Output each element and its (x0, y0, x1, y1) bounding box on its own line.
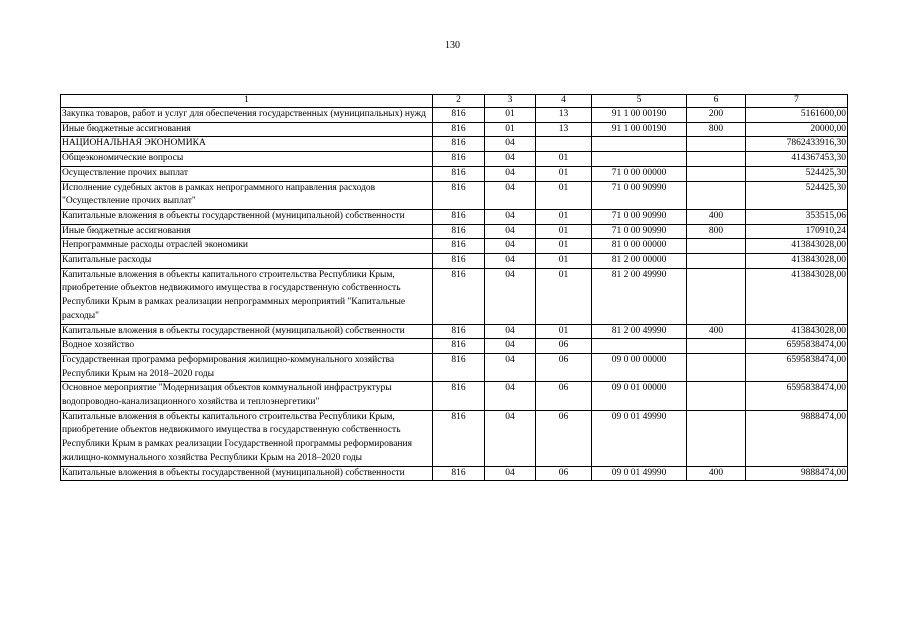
subsection-code-cell: 06 (536, 466, 592, 481)
subsection-code-cell: 01 (536, 152, 592, 167)
target-article-cell: 09 0 00 00000 (592, 353, 687, 381)
target-article-cell: 09 0 01 49990 (592, 466, 687, 481)
target-article-cell: 81 2 00 49990 (592, 324, 687, 339)
target-article-cell: 71 0 00 90990 (592, 181, 687, 209)
subsection-code-cell: 06 (536, 353, 592, 381)
column-header-5: 5 (592, 95, 687, 108)
target-article-cell: 81 2 00 49990 (592, 268, 687, 324)
section-code-cell: 04 (485, 382, 536, 410)
row-name-cell: Капитальные вложения в объекты государственной (муниципальной) собственности (61, 324, 433, 339)
ministry-code-cell: 816 (433, 122, 485, 137)
table-header (61, 95, 848, 108)
table-row (61, 466, 848, 481)
expense-type-cell (687, 137, 746, 152)
target-article-cell: 81 2 00 00000 (592, 254, 687, 269)
row-name-cell: Иные бюджетные ассигнования (61, 122, 433, 137)
amount-cell: 353515,06 (746, 209, 848, 224)
section-code-cell: 04 (485, 410, 536, 466)
section-code-cell: 01 (485, 108, 536, 123)
ministry-code-cell: 816 (433, 181, 485, 209)
subsection-code-cell: 01 (536, 209, 592, 224)
row-name-cell: Капитальные вложения в объекты капитального строительства Республики Крым, приобретение объектов недвижимого имущества в государственную собственность Республики Крым в рамках реализации Государственной программы реформирования жилищно-коммунального хозяйства Республики Крым на 2018–2020 годы (61, 410, 433, 466)
ministry-code-cell: 816 (433, 108, 485, 123)
row-name-cell: Непрограммные расходы отраслей экономики (61, 239, 433, 254)
table-row (61, 166, 848, 181)
subsection-code-cell: 06 (536, 339, 592, 354)
amount-cell: 5161600,00 (746, 108, 848, 123)
subsection-code-cell: 01 (536, 324, 592, 339)
column-header-4: 4 (536, 95, 592, 108)
ministry-code-cell: 816 (433, 339, 485, 354)
expense-type-cell: 800 (687, 122, 746, 137)
section-code-cell: 04 (485, 224, 536, 239)
amount-cell: 524425,30 (746, 181, 848, 209)
amount-cell: 6595838474,00 (746, 382, 848, 410)
row-name-cell: Закупка товаров, работ и услуг для обеспечения государственных (муниципальных) нужд (61, 108, 433, 123)
expense-type-cell (687, 339, 746, 354)
ministry-code-cell: 816 (433, 268, 485, 324)
row-name-cell: Основное мероприятие "Модернизация объектов коммунальной инфраструктуры водопроводно-канализационного хозяйства и теплоэнергетики" (61, 382, 433, 410)
subsection-code-cell: 01 (536, 181, 592, 209)
budget-table (60, 94, 848, 481)
amount-cell: 20000,00 (746, 122, 848, 137)
section-code-cell: 04 (485, 137, 536, 152)
amount-cell: 413843028,00 (746, 239, 848, 254)
table-row (61, 410, 848, 466)
section-code-cell: 04 (485, 339, 536, 354)
amount-cell: 6595838474,00 (746, 339, 848, 354)
ministry-code-cell: 816 (433, 353, 485, 381)
column-header-2: 2 (433, 95, 485, 108)
target-article-cell: 91 1 00 00190 (592, 108, 687, 123)
expense-type-cell (687, 152, 746, 167)
column-header-3: 3 (485, 95, 536, 108)
section-code-cell: 04 (485, 181, 536, 209)
ministry-code-cell: 816 (433, 324, 485, 339)
expense-type-cell: 400 (687, 466, 746, 481)
table-row (61, 224, 848, 239)
amount-cell: 524425,30 (746, 166, 848, 181)
amount-cell: 9888474,00 (746, 466, 848, 481)
target-article-cell (592, 137, 687, 152)
section-code-cell: 04 (485, 209, 536, 224)
target-article-cell: 09 0 01 49990 (592, 410, 687, 466)
ministry-code-cell: 816 (433, 254, 485, 269)
row-name-cell: Капитальные вложения в объекты государственной (муниципальной) собственности (61, 209, 433, 224)
section-code-cell: 04 (485, 166, 536, 181)
section-code-cell: 04 (485, 324, 536, 339)
amount-cell: 7862433916,30 (746, 137, 848, 152)
subsection-code-cell: 01 (536, 166, 592, 181)
expense-type-cell (687, 239, 746, 254)
row-name-cell: Осуществление прочих выплат (61, 166, 433, 181)
amount-cell: 413843028,00 (746, 254, 848, 269)
section-code-cell: 04 (485, 152, 536, 167)
row-name-cell: Капитальные вложения в объекты капитального строительства Республики Крым, приобретение объектов недвижимого имущества в государственную собственность Республики Крым в рамках реализации непрограммных мероприятий "Капитальные расходы" (61, 268, 433, 324)
table-row (61, 137, 848, 152)
subsection-code-cell: 06 (536, 382, 592, 410)
subsection-code-cell: 01 (536, 224, 592, 239)
table-row (61, 209, 848, 224)
page-number: 130 (445, 40, 460, 51)
subsection-code-cell: 01 (536, 268, 592, 324)
table-row (61, 268, 848, 324)
ministry-code-cell: 816 (433, 466, 485, 481)
amount-cell: 6595838474,00 (746, 353, 848, 381)
section-code-cell: 04 (485, 239, 536, 254)
row-name-cell: НАЦИОНАЛЬНАЯ ЭКОНОМИКА (61, 137, 433, 152)
table-row (61, 353, 848, 381)
target-article-cell: 91 1 00 00190 (592, 122, 687, 137)
ministry-code-cell: 816 (433, 166, 485, 181)
ministry-code-cell: 816 (433, 410, 485, 466)
table-row (61, 339, 848, 354)
amount-cell: 9888474,00 (746, 410, 848, 466)
expense-type-cell (687, 254, 746, 269)
table-row (61, 254, 848, 269)
ministry-code-cell: 816 (433, 382, 485, 410)
row-name-cell: Иные бюджетные ассигнования (61, 224, 433, 239)
subsection-code-cell: 13 (536, 122, 592, 137)
target-article-cell: 81 0 00 00000 (592, 239, 687, 254)
table-row (61, 152, 848, 167)
expense-type-cell: 400 (687, 209, 746, 224)
table-row (61, 108, 848, 123)
target-article-cell: 71 0 00 90990 (592, 209, 687, 224)
amount-cell: 413843028,00 (746, 324, 848, 339)
row-name-cell: Общеэкономические вопросы (61, 152, 433, 167)
column-header-6: 6 (687, 95, 746, 108)
section-code-cell: 04 (485, 268, 536, 324)
row-name-cell: Капитальные вложения в объекты государственной (муниципальной) собственности (61, 466, 433, 481)
target-article-cell: 09 0 01 00000 (592, 382, 687, 410)
subsection-code-cell: 01 (536, 254, 592, 269)
row-name-cell: Исполнение судебных актов в рамках непрограммного направления расходов "Осуществление прочих выплат" (61, 181, 433, 209)
amount-cell: 413843028,00 (746, 268, 848, 324)
table-row (61, 239, 848, 254)
ministry-code-cell: 816 (433, 152, 485, 167)
table-row (61, 324, 848, 339)
header-row (61, 95, 848, 108)
expense-type-cell: 400 (687, 324, 746, 339)
table-row (61, 122, 848, 137)
section-code-cell: 04 (485, 254, 536, 269)
target-article-cell (592, 339, 687, 354)
target-article-cell (592, 152, 687, 167)
ministry-code-cell: 816 (433, 137, 485, 152)
amount-cell: 170910,24 (746, 224, 848, 239)
column-header-1: 1 (61, 95, 433, 108)
subsection-code-cell: 06 (536, 410, 592, 466)
table-row (61, 382, 848, 410)
subsection-code-cell: 01 (536, 239, 592, 254)
section-code-cell: 04 (485, 353, 536, 381)
expense-type-cell: 800 (687, 224, 746, 239)
table-row (61, 181, 848, 209)
row-name-cell: Водное хозяйство (61, 339, 433, 354)
expense-type-cell (687, 353, 746, 381)
column-header-7: 7 (746, 95, 848, 108)
row-name-cell: Капитальные расходы (61, 254, 433, 269)
ministry-code-cell: 816 (433, 209, 485, 224)
row-name-cell: Государственная программа реформирования жилищно-коммунального хозяйства Республики Крым на 2018–2020 годы (61, 353, 433, 381)
table-body (61, 108, 848, 481)
expense-type-cell: 200 (687, 108, 746, 123)
subsection-code-cell (536, 137, 592, 152)
target-article-cell: 71 0 00 00000 (592, 166, 687, 181)
section-code-cell: 01 (485, 122, 536, 137)
amount-cell: 414367453,30 (746, 152, 848, 167)
expense-type-cell (687, 166, 746, 181)
expense-type-cell (687, 268, 746, 324)
section-code-cell: 04 (485, 466, 536, 481)
subsection-code-cell: 13 (536, 108, 592, 123)
expense-type-cell (687, 382, 746, 410)
expense-type-cell (687, 410, 746, 466)
expense-type-cell (687, 181, 746, 209)
target-article-cell: 71 0 00 90990 (592, 224, 687, 239)
ministry-code-cell: 816 (433, 239, 485, 254)
ministry-code-cell: 816 (433, 224, 485, 239)
